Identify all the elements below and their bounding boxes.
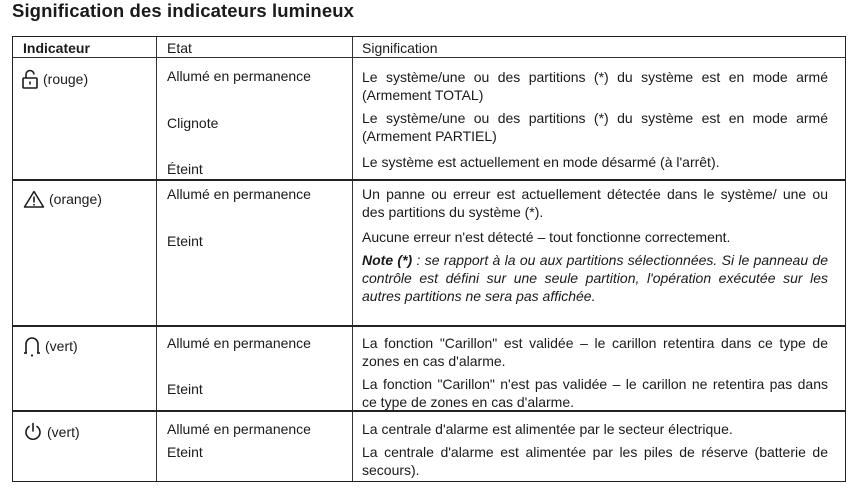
- state-label: Éteint: [167, 161, 203, 177]
- header-state: Etat: [167, 40, 192, 56]
- meaning-text: La centrale d'alarme est alimentée par les piles de réserve (batterie de secours).: [362, 444, 828, 478]
- header-meaning: Signification: [362, 40, 438, 56]
- state-label: Allumé en permanence: [167, 421, 311, 437]
- state-label: Allumé en permanence: [167, 186, 311, 202]
- note-label: Note (*): [362, 252, 413, 268]
- power-icon: [23, 422, 43, 442]
- indicator-row-2: [23, 190, 102, 208]
- state-label: Eteint: [167, 233, 203, 249]
- state-label: Allumé en permanence: [167, 335, 311, 351]
- meaning-text: Le système/une ou des partitions (*) du système est en mode armé (Armement PARTIEL): [362, 110, 828, 144]
- indicator-color-label: (vert): [47, 424, 80, 440]
- header-indicator: Indicateur: [23, 40, 90, 56]
- indicator-color-label: (orange): [49, 191, 102, 207]
- indicator-row-4: [23, 422, 80, 442]
- indicator-color-label: (rouge): [43, 71, 89, 87]
- column-divider: [156, 37, 157, 481]
- meaning-text: Un panne ou erreur est actuellement détectée dans le système/ une ou des partitions du système (*).: [362, 186, 828, 220]
- meaning-text: Aucune erreur n'est détecté – tout fonctionne correctement.: [362, 229, 731, 245]
- row-divider: [13, 179, 845, 181]
- meaning-text: Le système/une ou des partitions (*) du système est en mode armé (Armement TOTAL): [362, 69, 828, 103]
- bell-icon: [23, 335, 41, 357]
- page-title: Signification des indicateurs lumineux: [12, 0, 355, 21]
- row-divider: [13, 325, 845, 327]
- state-label: Allumé en permanence: [167, 68, 311, 84]
- meaning-text: La fonction "Carillon" est validée – le carillon retentira dans ce type de zones en cas d'alarme.: [362, 335, 828, 369]
- state-label: Clignote: [167, 115, 219, 131]
- meaning-text: Le système est actuellement en mode désarmé (à l'arrêt).: [362, 154, 720, 170]
- warning-triangle-icon: [23, 190, 45, 208]
- meaning-text: La fonction "Carillon" n'est pas validée – le carillon ne retentira pas dans ce type de zones en cas d'alarme.: [362, 376, 828, 410]
- column-divider: [352, 37, 353, 481]
- note-text: [362, 251, 828, 305]
- meaning-text: La centrale d'alarme est alimentée par le secteur électrique.: [362, 421, 733, 437]
- note-body: : se rapport à la ou aux partitions sélectionnées. Si le panneau de contrôle est défini sur une seule partition, l'opération exécutée sur les autres partitions ne sera pas affichée.: [362, 252, 829, 304]
- state-label: Eteint: [167, 381, 203, 397]
- indicator-row-1: [21, 69, 88, 89]
- indicator-table: [12, 36, 846, 482]
- state-label: Eteint: [167, 444, 203, 460]
- padlock-icon: [21, 69, 39, 89]
- indicator-color-label: (vert): [45, 338, 78, 354]
- indicator-row-3: [23, 335, 78, 357]
